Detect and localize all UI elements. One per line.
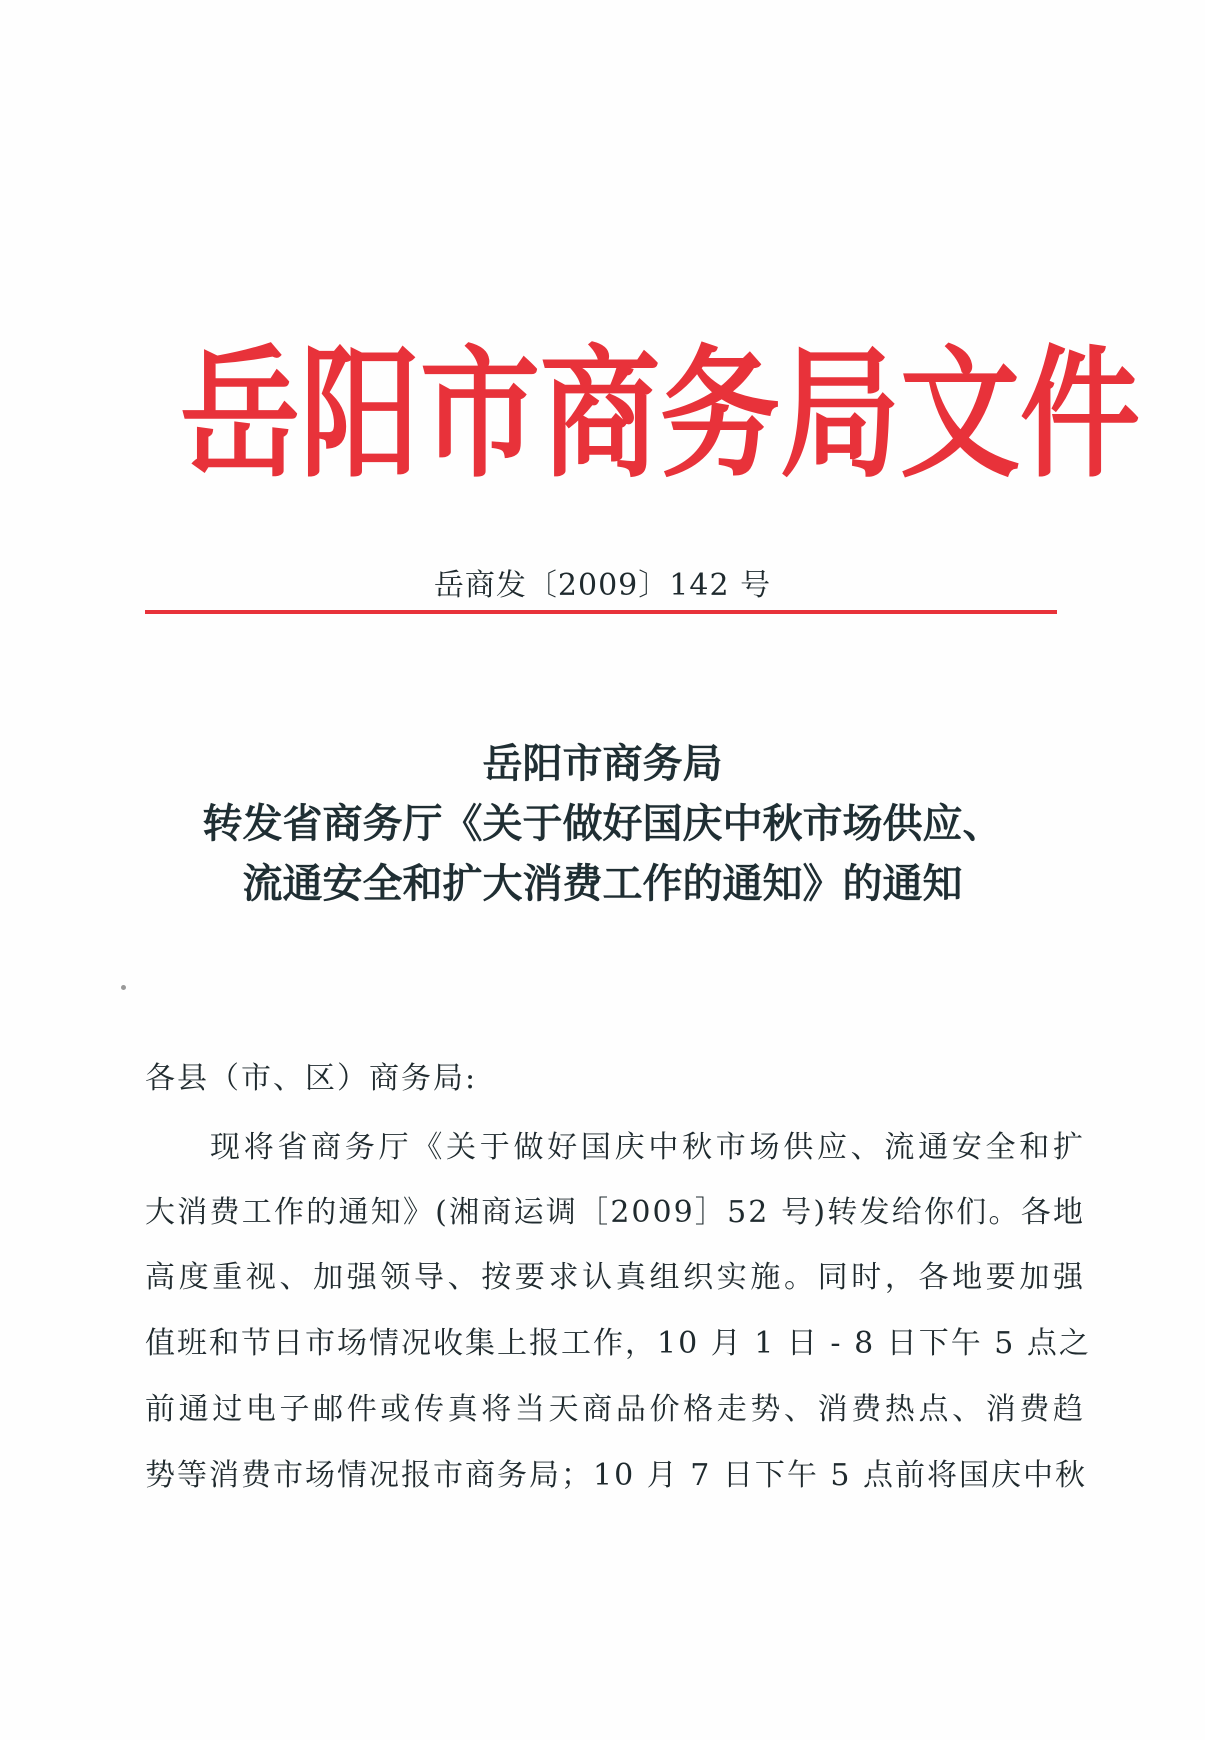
document-title-line-2: 转发省商务厅《关于做好国庆中秋市场供应、 (202, 800, 1003, 847)
body-line: 现将省商务厅《关于做好国庆中秋市场供应、流通安全和扩 (210, 1130, 1085, 1165)
masthead-char: 务 (660, 331, 780, 498)
masthead-char: 局 (780, 331, 900, 498)
masthead-char: 商 (540, 331, 660, 498)
document-title-line-3: 流通安全和扩大消费工作的通知》的通知 (242, 860, 963, 907)
masthead-char: 文 (900, 331, 1020, 498)
masthead-title (180, 331, 1140, 498)
body-line: 前通过电子邮件或传真将当天商品价格走势、消费热点、消费趋 (145, 1392, 1085, 1427)
document-number: 岳商发〔2009〕142 号 (433, 568, 772, 603)
body-line: 大消费工作的通知》(湘商运调［2009］52 号)转发给你们。各地 (145, 1195, 1085, 1230)
body-line: 势等消费市场情况报市商务局；10 月 7 日下午 5 点前将国庆中秋 (145, 1458, 1088, 1493)
body-line: 高度重视、加强领导、按要求认真组织实施。同时，各地要加强 (145, 1260, 1085, 1295)
document-title-line-1: 岳阳市商务局 (482, 740, 723, 787)
masthead-char: 市 (420, 331, 540, 498)
scan-speck (121, 985, 126, 990)
salutation: 各县（市、区）商务局: (145, 1061, 478, 1096)
body-line: 值班和节日市场情况收集上报工作，10 月 1 日 - 8 日下午 5 点之 (145, 1326, 1091, 1361)
masthead-char: 岳 (180, 331, 300, 498)
masthead-char: 阳 (300, 331, 420, 498)
masthead-char: 件 (1020, 331, 1140, 498)
red-divider (145, 610, 1057, 614)
